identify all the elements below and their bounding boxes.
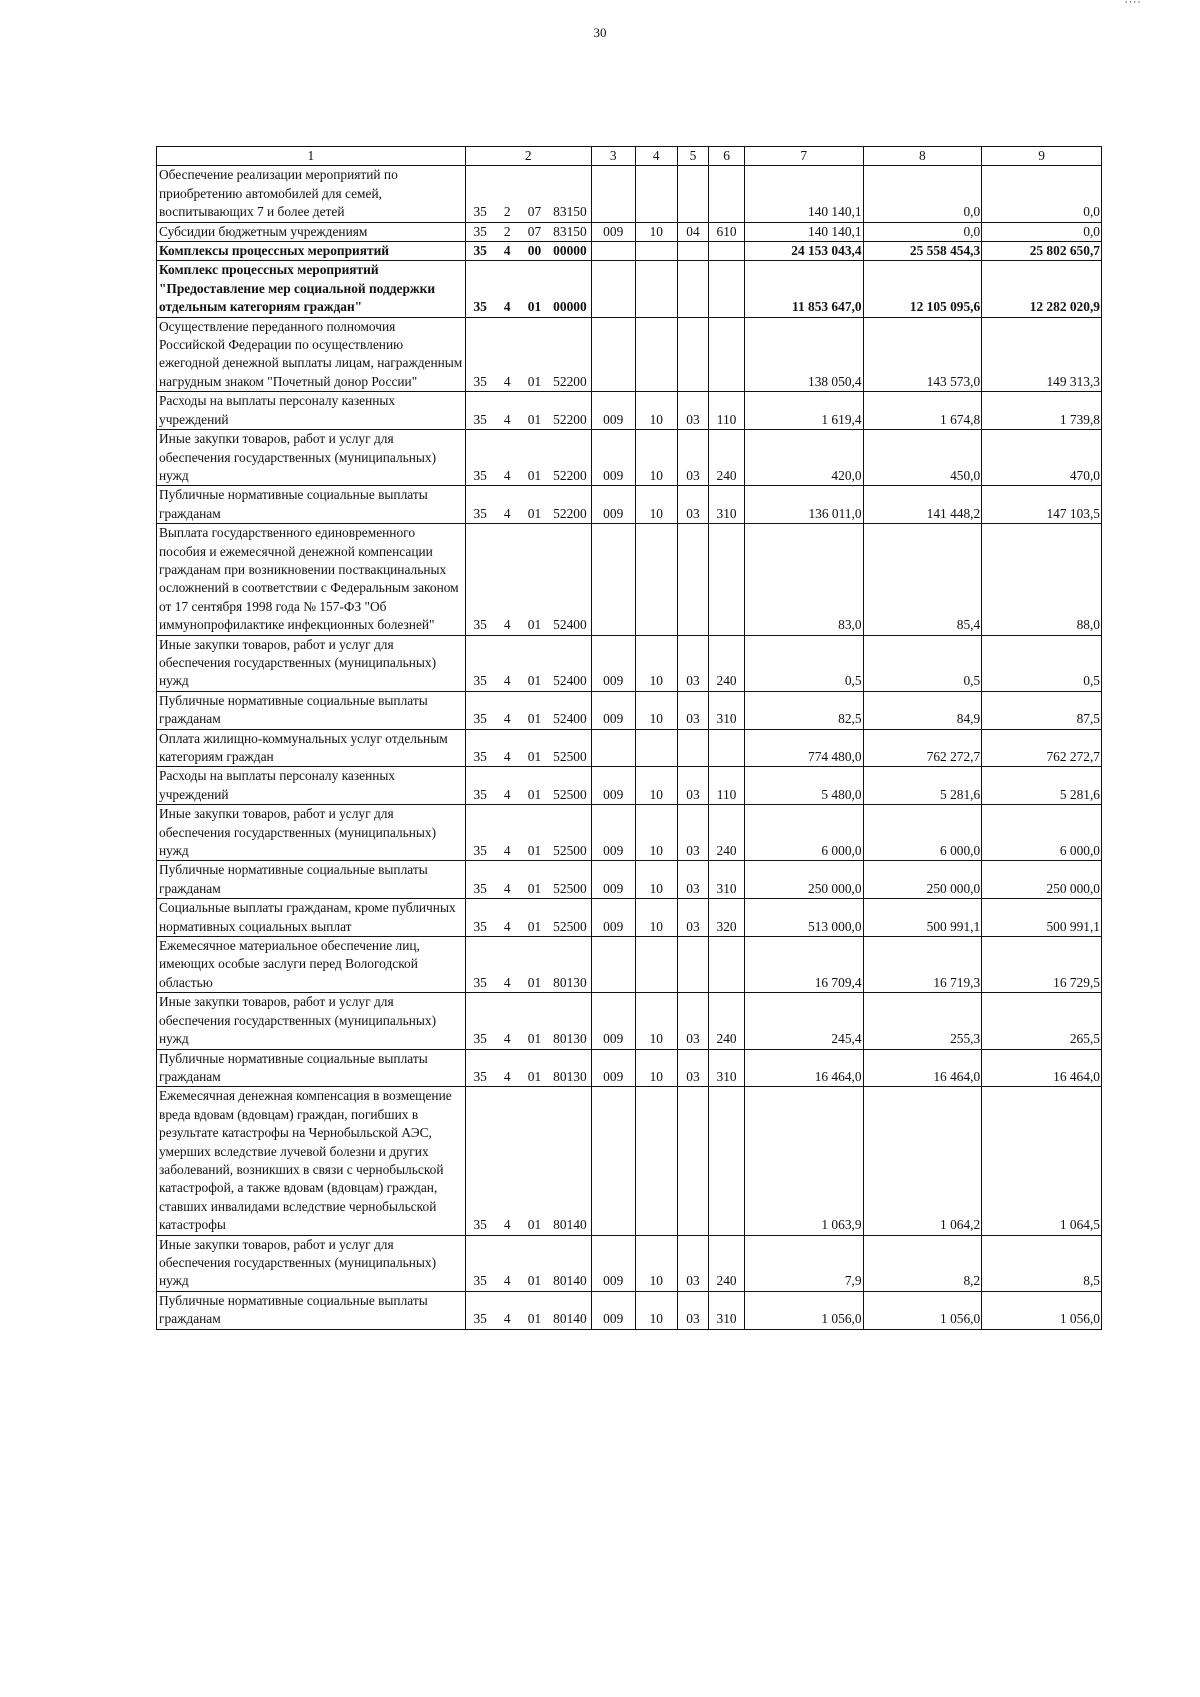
direction-code: 52500 xyxy=(549,805,591,861)
table-row xyxy=(157,524,1102,635)
amount-year-2: 5 281,6 xyxy=(863,767,982,805)
program-code: 35 xyxy=(465,486,494,524)
amount-year-2: 16 464,0 xyxy=(863,1049,982,1087)
table-row xyxy=(157,1087,1102,1235)
amount-year-1: 140 140,1 xyxy=(744,166,863,222)
table-row xyxy=(157,729,1102,767)
subsection-code xyxy=(677,524,708,635)
amount-year-3: 88,0 xyxy=(982,524,1102,635)
section-code: 10 xyxy=(635,767,677,805)
subsection-code: 03 xyxy=(677,1291,708,1329)
subsection-code xyxy=(677,166,708,222)
table-row xyxy=(157,1235,1102,1291)
program-code: 35 xyxy=(465,861,494,899)
event-code: 07 xyxy=(520,222,549,241)
amount-year-1: 245,4 xyxy=(744,993,863,1049)
amount-year-1: 513 000,0 xyxy=(744,899,863,937)
section-code: 10 xyxy=(635,861,677,899)
expense-type-code: 240 xyxy=(709,635,745,691)
subprogram-code: 4 xyxy=(495,261,520,317)
subprogram-code: 4 xyxy=(495,861,520,899)
row-name: Ежемесячная денежная компенсация в возмещение вреда вдовам (вдовцам) граждан, погибших в результате катастрофы на Чернобыльской АЭС, умерших вследствие лучевой болезни и других заболеваний, возникших в связи с чернобыльской катастрофой, а также вдовам (вдовцам) граждан, ставших инвалидами вследствие чернобыльской катастрофы xyxy=(157,1087,466,1235)
amount-year-1: 82,5 xyxy=(744,691,863,729)
event-code: 01 xyxy=(520,767,549,805)
expense-type-code xyxy=(709,729,745,767)
header-col-1: 1 xyxy=(157,147,466,166)
subsection-code: 03 xyxy=(677,767,708,805)
row-name: Ежемесячное материальное обеспечение лиц, имеющих особые заслуги перед Вологодской областью xyxy=(157,937,466,993)
amount-year-2: 25 558 454,3 xyxy=(863,242,982,261)
budget-table xyxy=(156,146,1102,1330)
subprogram-code: 2 xyxy=(495,166,520,222)
row-name: Осуществление переданного полномочия Российской Федерации по осуществлению ежегодной денежной выплаты лицам, награжденным нагрудным знаком "Почетный донор России" xyxy=(157,317,466,392)
row-name: Обеспечение реализации мероприятий по приобретению автомобилей для семей, воспитывающих 7 и более детей xyxy=(157,166,466,222)
program-code: 35 xyxy=(465,805,494,861)
amount-year-1: 1 056,0 xyxy=(744,1291,863,1329)
program-code: 35 xyxy=(465,1049,494,1087)
subsection-code: 03 xyxy=(677,861,708,899)
ministry-code xyxy=(591,524,635,635)
ministry-code: 009 xyxy=(591,222,635,241)
amount-year-2: 500 991,1 xyxy=(863,899,982,937)
section-code: 10 xyxy=(635,1235,677,1291)
subsection-code xyxy=(677,1087,708,1235)
ministry-code xyxy=(591,166,635,222)
ministry-code xyxy=(591,242,635,261)
event-code: 01 xyxy=(520,486,549,524)
amount-year-3: 0,0 xyxy=(982,166,1102,222)
ministry-code: 009 xyxy=(591,1049,635,1087)
expense-type-code: 240 xyxy=(709,430,745,486)
expense-type-code: 310 xyxy=(709,486,745,524)
subprogram-code: 4 xyxy=(495,242,520,261)
subprogram-code: 2 xyxy=(495,222,520,241)
table-row xyxy=(157,899,1102,937)
amount-year-1: 1 619,4 xyxy=(744,392,863,430)
row-name: Выплата государственного единовременного пособия и ежемесячной денежной компенсации гражданам при возникновении поствакцинальных осложнений в соответствии с Федеральным законом от 17 сентября 1998 года № 157-ФЗ "Об иммунопрофилактике инфекционных болезней" xyxy=(157,524,466,635)
amount-year-3: 0,0 xyxy=(982,222,1102,241)
event-code: 01 xyxy=(520,524,549,635)
event-code: 01 xyxy=(520,729,549,767)
section-code xyxy=(635,937,677,993)
amount-year-1: 11 853 647,0 xyxy=(744,261,863,317)
header-col-2: 2 xyxy=(465,147,591,166)
direction-code: 52200 xyxy=(549,430,591,486)
subprogram-code: 4 xyxy=(495,937,520,993)
program-code: 35 xyxy=(465,524,494,635)
amount-year-1: 136 011,0 xyxy=(744,486,863,524)
section-code xyxy=(635,166,677,222)
expense-type-code xyxy=(709,261,745,317)
expense-type-code: 310 xyxy=(709,1049,745,1087)
amount-year-2: 0,0 xyxy=(863,222,982,241)
header-col-8: 8 xyxy=(863,147,982,166)
direction-code: 52200 xyxy=(549,392,591,430)
amount-year-1: 16 709,4 xyxy=(744,937,863,993)
subprogram-code: 4 xyxy=(495,1291,520,1329)
table-row xyxy=(157,861,1102,899)
section-code: 10 xyxy=(635,635,677,691)
row-name: Комплексы процессных мероприятий xyxy=(157,242,466,261)
direction-code: 80140 xyxy=(549,1291,591,1329)
amount-year-3: 87,5 xyxy=(982,691,1102,729)
amount-year-2: 85,4 xyxy=(863,524,982,635)
amount-year-1: 1 063,9 xyxy=(744,1087,863,1235)
amount-year-2: 141 448,2 xyxy=(863,486,982,524)
expense-type-code: 610 xyxy=(709,222,745,241)
table-row xyxy=(157,486,1102,524)
table-row xyxy=(157,430,1102,486)
amount-year-3: 265,5 xyxy=(982,993,1102,1049)
amount-year-1: 83,0 xyxy=(744,524,863,635)
subprogram-code: 4 xyxy=(495,729,520,767)
expense-type-code: 310 xyxy=(709,691,745,729)
section-code: 10 xyxy=(635,1049,677,1087)
section-code xyxy=(635,1087,677,1235)
expense-type-code xyxy=(709,242,745,261)
section-code: 10 xyxy=(635,222,677,241)
header-col-5: 5 xyxy=(677,147,708,166)
amount-year-3: 1 064,5 xyxy=(982,1087,1102,1235)
amount-year-3: 25 802 650,7 xyxy=(982,242,1102,261)
amount-year-2: 143 573,0 xyxy=(863,317,982,392)
direction-code: 80140 xyxy=(549,1087,591,1235)
subsection-code: 03 xyxy=(677,1049,708,1087)
table-header-row xyxy=(157,147,1102,166)
ministry-code: 009 xyxy=(591,430,635,486)
expense-type-code: 110 xyxy=(709,767,745,805)
ministry-code: 009 xyxy=(591,861,635,899)
subsection-code xyxy=(677,317,708,392)
subsection-code: 04 xyxy=(677,222,708,241)
amount-year-2: 8,2 xyxy=(863,1235,982,1291)
amount-year-3: 147 103,5 xyxy=(982,486,1102,524)
header-col-3: 3 xyxy=(591,147,635,166)
direction-code: 80130 xyxy=(549,937,591,993)
amount-year-1: 774 480,0 xyxy=(744,729,863,767)
table-row xyxy=(157,222,1102,241)
section-code: 10 xyxy=(635,1291,677,1329)
event-code: 01 xyxy=(520,899,549,937)
expense-type-code xyxy=(709,524,745,635)
expense-type-code: 240 xyxy=(709,993,745,1049)
subsection-code: 03 xyxy=(677,899,708,937)
program-code: 35 xyxy=(465,937,494,993)
section-code: 10 xyxy=(635,486,677,524)
section-code xyxy=(635,261,677,317)
program-code: 35 xyxy=(465,635,494,691)
row-name: Публичные нормативные социальные выплаты гражданам xyxy=(157,691,466,729)
subsection-code: 03 xyxy=(677,691,708,729)
amount-year-2: 762 272,7 xyxy=(863,729,982,767)
event-code: 01 xyxy=(520,1235,549,1291)
subprogram-code: 4 xyxy=(495,1087,520,1235)
table-row xyxy=(157,242,1102,261)
expense-type-code: 310 xyxy=(709,861,745,899)
amount-year-1: 420,0 xyxy=(744,430,863,486)
expense-type-code: 240 xyxy=(709,805,745,861)
expense-type-code: 320 xyxy=(709,899,745,937)
amount-year-1: 5 480,0 xyxy=(744,767,863,805)
event-code: 01 xyxy=(520,392,549,430)
event-code: 01 xyxy=(520,317,549,392)
table-row xyxy=(157,1291,1102,1329)
subsection-code: 03 xyxy=(677,430,708,486)
amount-year-3: 5 281,6 xyxy=(982,767,1102,805)
amount-year-3: 16 729,5 xyxy=(982,937,1102,993)
corner-scan-mark: ' ' ' ' xyxy=(1125,0,1140,11)
event-code: 01 xyxy=(520,861,549,899)
amount-year-3: 0,5 xyxy=(982,635,1102,691)
ministry-code: 009 xyxy=(591,899,635,937)
section-code xyxy=(635,317,677,392)
program-code: 35 xyxy=(465,222,494,241)
page-number: 30 xyxy=(593,25,607,40)
table-row xyxy=(157,1049,1102,1087)
amount-year-3: 1 739,8 xyxy=(982,392,1102,430)
table-row xyxy=(157,392,1102,430)
event-code: 01 xyxy=(520,993,549,1049)
ministry-code: 009 xyxy=(591,805,635,861)
row-name: Субсидии бюджетным учреждениям xyxy=(157,222,466,241)
ministry-code xyxy=(591,261,635,317)
subprogram-code: 4 xyxy=(495,899,520,937)
amount-year-1: 16 464,0 xyxy=(744,1049,863,1087)
direction-code: 52500 xyxy=(549,861,591,899)
ministry-code: 009 xyxy=(591,1235,635,1291)
amount-year-2: 84,9 xyxy=(863,691,982,729)
amount-year-1: 6 000,0 xyxy=(744,805,863,861)
ministry-code xyxy=(591,937,635,993)
program-code: 35 xyxy=(465,993,494,1049)
subprogram-code: 4 xyxy=(495,317,520,392)
row-name: Публичные нормативные социальные выплаты гражданам xyxy=(157,1049,466,1087)
subsection-code: 03 xyxy=(677,486,708,524)
ministry-code: 009 xyxy=(591,486,635,524)
table-row xyxy=(157,691,1102,729)
subsection-code xyxy=(677,937,708,993)
direction-code: 80130 xyxy=(549,1049,591,1087)
event-code: 00 xyxy=(520,242,549,261)
section-code xyxy=(635,242,677,261)
event-code: 01 xyxy=(520,1087,549,1235)
ministry-code xyxy=(591,729,635,767)
program-code: 35 xyxy=(465,729,494,767)
row-name: Публичные нормативные социальные выплаты гражданам xyxy=(157,861,466,899)
ministry-code: 009 xyxy=(591,767,635,805)
expense-type-code: 110 xyxy=(709,392,745,430)
amount-year-3: 16 464,0 xyxy=(982,1049,1102,1087)
amount-year-2: 250 000,0 xyxy=(863,861,982,899)
section-code: 10 xyxy=(635,805,677,861)
table-row xyxy=(157,635,1102,691)
subsection-code xyxy=(677,242,708,261)
amount-year-3: 149 313,3 xyxy=(982,317,1102,392)
table-row xyxy=(157,261,1102,317)
expense-type-code xyxy=(709,1087,745,1235)
event-code: 01 xyxy=(520,937,549,993)
amount-year-3: 8,5 xyxy=(982,1235,1102,1291)
program-code: 35 xyxy=(465,261,494,317)
row-name: Иные закупки товаров, работ и услуг для обеспечения государственных (муниципальных) нужд xyxy=(157,993,466,1049)
amount-year-3: 6 000,0 xyxy=(982,805,1102,861)
ministry-code: 009 xyxy=(591,635,635,691)
table-row xyxy=(157,317,1102,392)
direction-code: 00000 xyxy=(549,261,591,317)
direction-code: 80130 xyxy=(549,993,591,1049)
amount-year-3: 500 991,1 xyxy=(982,899,1102,937)
direction-code: 83150 xyxy=(549,166,591,222)
ministry-code xyxy=(591,1087,635,1235)
program-code: 35 xyxy=(465,430,494,486)
event-code: 01 xyxy=(520,1049,549,1087)
amount-year-1: 138 050,4 xyxy=(744,317,863,392)
amount-year-2: 6 000,0 xyxy=(863,805,982,861)
row-name: Иные закупки товаров, работ и услуг для обеспечения государственных (муниципальных) нужд xyxy=(157,1235,466,1291)
event-code: 01 xyxy=(520,635,549,691)
subsection-code xyxy=(677,729,708,767)
program-code: 35 xyxy=(465,691,494,729)
event-code: 01 xyxy=(520,261,549,317)
row-name: Расходы на выплаты персоналу казенных учреждений xyxy=(157,767,466,805)
program-code: 35 xyxy=(465,1087,494,1235)
section-code: 10 xyxy=(635,392,677,430)
amount-year-2: 1 674,8 xyxy=(863,392,982,430)
amount-year-2: 16 719,3 xyxy=(863,937,982,993)
subsection-code: 03 xyxy=(677,1235,708,1291)
program-code: 35 xyxy=(465,317,494,392)
direction-code: 52200 xyxy=(549,486,591,524)
subprogram-code: 4 xyxy=(495,767,520,805)
ministry-code: 009 xyxy=(591,392,635,430)
ministry-code: 009 xyxy=(591,993,635,1049)
direction-code: 80140 xyxy=(549,1235,591,1291)
amount-year-2: 1 056,0 xyxy=(863,1291,982,1329)
subsection-code: 03 xyxy=(677,635,708,691)
row-name: Социальные выплаты гражданам, кроме публичных нормативных социальных выплат xyxy=(157,899,466,937)
row-name: Комплекс процессных мероприятий "Предоставление мер социальной поддержки отдельным категориям граждан" xyxy=(157,261,466,317)
event-code: 01 xyxy=(520,805,549,861)
event-code: 01 xyxy=(520,1291,549,1329)
subsection-code xyxy=(677,261,708,317)
amount-year-2: 12 105 095,6 xyxy=(863,261,982,317)
amount-year-3: 470,0 xyxy=(982,430,1102,486)
direction-code: 52500 xyxy=(549,767,591,805)
amount-year-1: 24 153 043,4 xyxy=(744,242,863,261)
header-col-9: 9 xyxy=(982,147,1102,166)
amount-year-1: 140 140,1 xyxy=(744,222,863,241)
amount-year-1: 0,5 xyxy=(744,635,863,691)
program-code: 35 xyxy=(465,242,494,261)
subsection-code: 03 xyxy=(677,993,708,1049)
subprogram-code: 4 xyxy=(495,392,520,430)
event-code: 01 xyxy=(520,691,549,729)
section-code xyxy=(635,729,677,767)
ministry-code xyxy=(591,317,635,392)
amount-year-2: 1 064,2 xyxy=(863,1087,982,1235)
direction-code: 52200 xyxy=(549,317,591,392)
row-name: Иные закупки товаров, работ и услуг для обеспечения государственных (муниципальных) нужд xyxy=(157,805,466,861)
ministry-code: 009 xyxy=(591,1291,635,1329)
amount-year-2: 450,0 xyxy=(863,430,982,486)
program-code: 35 xyxy=(465,1291,494,1329)
amount-year-1: 7,9 xyxy=(744,1235,863,1291)
direction-code: 52500 xyxy=(549,899,591,937)
amount-year-2: 0,5 xyxy=(863,635,982,691)
program-code: 35 xyxy=(465,1235,494,1291)
subsection-code: 03 xyxy=(677,805,708,861)
subprogram-code: 4 xyxy=(495,524,520,635)
row-name: Оплата жилищно-коммунальных услуг отдельным категориям граждан xyxy=(157,729,466,767)
expense-type-code: 310 xyxy=(709,1291,745,1329)
section-code: 10 xyxy=(635,691,677,729)
amount-year-3: 12 282 020,9 xyxy=(982,261,1102,317)
amount-year-2: 255,3 xyxy=(863,993,982,1049)
ministry-code: 009 xyxy=(591,691,635,729)
event-code: 07 xyxy=(520,166,549,222)
subprogram-code: 4 xyxy=(495,805,520,861)
direction-code: 52400 xyxy=(549,635,591,691)
direction-code: 52400 xyxy=(549,691,591,729)
expense-type-code xyxy=(709,166,745,222)
row-name: Публичные нормативные социальные выплаты гражданам xyxy=(157,1291,466,1329)
table-row xyxy=(157,166,1102,222)
row-name: Публичные нормативные социальные выплаты гражданам xyxy=(157,486,466,524)
direction-code: 52500 xyxy=(549,729,591,767)
row-name: Иные закупки товаров, работ и услуг для обеспечения государственных (муниципальных) нужд xyxy=(157,430,466,486)
table-row xyxy=(157,993,1102,1049)
direction-code: 52400 xyxy=(549,524,591,635)
header-col-6: 6 xyxy=(709,147,745,166)
row-name: Иные закупки товаров, работ и услуг для обеспечения государственных (муниципальных) нужд xyxy=(157,635,466,691)
subprogram-code: 4 xyxy=(495,635,520,691)
section-code: 10 xyxy=(635,993,677,1049)
subprogram-code: 4 xyxy=(495,486,520,524)
header-col-7: 7 xyxy=(744,147,863,166)
amount-year-3: 762 272,7 xyxy=(982,729,1102,767)
table-row xyxy=(157,767,1102,805)
expense-type-code xyxy=(709,317,745,392)
amount-year-3: 250 000,0 xyxy=(982,861,1102,899)
direction-code: 00000 xyxy=(549,242,591,261)
subprogram-code: 4 xyxy=(495,1049,520,1087)
header-col-4: 4 xyxy=(635,147,677,166)
amount-year-2: 0,0 xyxy=(863,166,982,222)
section-code: 10 xyxy=(635,430,677,486)
amount-year-1: 250 000,0 xyxy=(744,861,863,899)
subprogram-code: 4 xyxy=(495,993,520,1049)
event-code: 01 xyxy=(520,430,549,486)
subsection-code: 03 xyxy=(677,392,708,430)
table-row xyxy=(157,937,1102,993)
section-code: 10 xyxy=(635,899,677,937)
program-code: 35 xyxy=(465,767,494,805)
expense-type-code xyxy=(709,937,745,993)
subprogram-code: 4 xyxy=(495,691,520,729)
program-code: 35 xyxy=(465,899,494,937)
subprogram-code: 4 xyxy=(495,430,520,486)
program-code: 35 xyxy=(465,392,494,430)
section-code xyxy=(635,524,677,635)
expense-type-code: 240 xyxy=(709,1235,745,1291)
subprogram-code: 4 xyxy=(495,1235,520,1291)
direction-code: 83150 xyxy=(549,222,591,241)
table-row xyxy=(157,805,1102,861)
amount-year-3: 1 056,0 xyxy=(982,1291,1102,1329)
program-code: 35 xyxy=(465,166,494,222)
row-name: Расходы на выплаты персоналу казенных учреждений xyxy=(157,392,466,430)
